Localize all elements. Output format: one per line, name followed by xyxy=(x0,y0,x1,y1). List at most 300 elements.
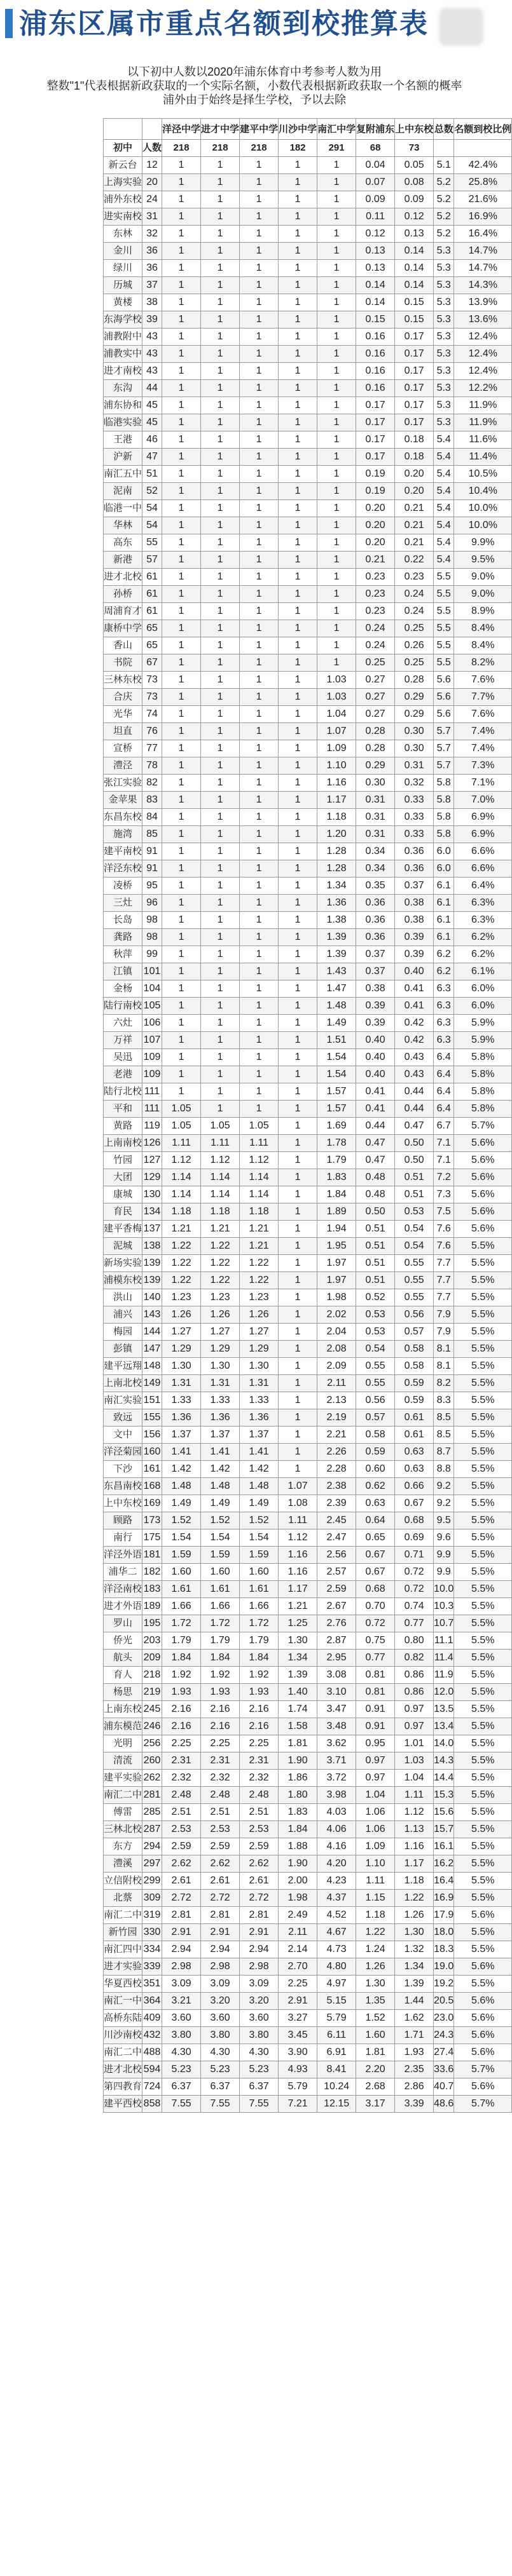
table-row xyxy=(104,1135,512,1152)
table-cell: 0.43 xyxy=(395,1049,434,1066)
header-cell: 川沙中学 xyxy=(279,119,317,140)
table-row xyxy=(104,1529,512,1547)
table-cell: 0.86 xyxy=(395,1667,434,1684)
table-cell: 1 xyxy=(279,294,317,311)
table-cell: 1 xyxy=(162,843,201,860)
table-cell: 1 xyxy=(279,552,317,569)
table-cell: 1 xyxy=(279,569,317,586)
table-cell: 1 xyxy=(279,998,317,1015)
table-cell: 0.58 xyxy=(356,1427,395,1444)
table-cell: 5.5% xyxy=(454,1718,512,1735)
table-cell: 1.83 xyxy=(279,1804,317,1821)
table-cell: 2.61 xyxy=(162,1873,201,1890)
table-cell: 101 xyxy=(142,963,162,980)
table-cell: 1.29 xyxy=(201,1341,240,1358)
table-cell: 8.8 xyxy=(434,1461,454,1478)
table-row xyxy=(104,1186,512,1203)
table-cell: 1 xyxy=(317,226,356,243)
table-cell: 1 xyxy=(201,603,240,620)
table-cell: 1.54 xyxy=(201,1529,240,1547)
table-cell: 31 xyxy=(142,208,162,226)
table-cell: 0.24 xyxy=(356,637,395,654)
table-cell: 5.3 xyxy=(434,397,454,414)
table-cell: 1 xyxy=(201,757,240,775)
school-name-cell: 金苹果 xyxy=(104,792,142,809)
school-name-cell: 东方 xyxy=(104,1838,142,1855)
table-cell: 281 xyxy=(142,1787,162,1804)
table-cell: 0.56 xyxy=(356,1392,395,1409)
table-cell: 1.22 xyxy=(162,1255,201,1272)
header-cell: 上中东校 xyxy=(395,119,434,140)
table-cell: 7.7 xyxy=(434,1289,454,1306)
table-cell: 1.49 xyxy=(162,1495,201,1512)
table-cell: 0.65 xyxy=(356,1529,395,1547)
table-cell: 1 xyxy=(279,397,317,414)
table-cell: 8.2 xyxy=(434,1375,454,1392)
table-cell: 2.98 xyxy=(201,1958,240,1976)
table-cell: 6.4 xyxy=(434,1066,454,1083)
table-cell: 4.03 xyxy=(317,1804,356,1821)
table-cell: 1 xyxy=(279,1221,317,1238)
school-name-cell: 书院 xyxy=(104,654,142,672)
table-cell: 2.31 xyxy=(162,1752,201,1770)
subheader-cell: 291 xyxy=(317,140,356,157)
table-row xyxy=(104,963,512,980)
table-cell: 1 xyxy=(240,500,279,517)
table-cell: 1.97 xyxy=(317,1272,356,1289)
table-cell: 2.94 xyxy=(201,1941,240,1958)
table-cell: 1.18 xyxy=(162,1203,201,1221)
school-name-cell: 黄路 xyxy=(104,1118,142,1135)
table-cell: 1.22 xyxy=(356,1924,395,1941)
table-cell: 0.14 xyxy=(395,260,434,277)
table-cell: 0.58 xyxy=(395,1358,434,1375)
table-cell: 1 xyxy=(279,757,317,775)
table-cell: 0.12 xyxy=(395,208,434,226)
table-cell: 144 xyxy=(142,1324,162,1341)
table-cell: 1 xyxy=(240,809,279,826)
school-name-cell: 浦东协和 xyxy=(104,397,142,414)
table-cell: 285 xyxy=(142,1804,162,1821)
table-cell: 1.14 xyxy=(162,1169,201,1186)
table-cell: 1.72 xyxy=(162,1615,201,1632)
table-cell: 1.84 xyxy=(240,1650,279,1667)
table-cell: 1 xyxy=(240,1083,279,1101)
school-name-cell: 陆行北校 xyxy=(104,1083,142,1101)
school-name-cell: 江镇 xyxy=(104,963,142,980)
table-cell: 9.2 xyxy=(434,1478,454,1495)
table-cell: 160 xyxy=(142,1444,162,1461)
school-name-cell: 东昌南校 xyxy=(104,1478,142,1495)
table-cell: 0.33 xyxy=(395,792,434,809)
table-cell: 1.79 xyxy=(201,1632,240,1650)
table-cell: 1 xyxy=(201,517,240,534)
table-cell: 73 xyxy=(142,672,162,689)
table-cell: 1.61 xyxy=(201,1581,240,1598)
table-cell: 1.15 xyxy=(356,1890,395,1907)
table-cell: 6.0 xyxy=(434,860,454,878)
table-cell: 14.3 xyxy=(434,1752,454,1770)
table-cell: 1 xyxy=(240,603,279,620)
table-cell: 11.9 xyxy=(434,1667,454,1684)
table-cell: 1 xyxy=(240,466,279,483)
table-cell: 0.18 xyxy=(395,431,434,449)
table-row xyxy=(104,1118,512,1135)
table-cell: 1 xyxy=(201,689,240,706)
table-row xyxy=(104,1718,512,1735)
table-cell: 299 xyxy=(142,1873,162,1890)
table-cell: 5.5% xyxy=(454,1873,512,1890)
table-cell: 1.66 xyxy=(201,1598,240,1615)
table-cell: 9.5 xyxy=(434,1512,454,1529)
table-cell: 1.12 xyxy=(201,1152,240,1169)
table-cell: 1.16 xyxy=(395,1838,434,1855)
table-cell: 1 xyxy=(317,552,356,569)
table-cell: 3.60 xyxy=(162,2010,201,2027)
table-cell: 1.61 xyxy=(162,1581,201,1598)
school-name-cell: 上中东校 xyxy=(104,1495,142,1512)
table-cell: 1.16 xyxy=(317,775,356,792)
table-cell: 1.62 xyxy=(395,2010,434,2027)
school-name-cell: 合庆 xyxy=(104,689,142,706)
table-cell: 5.5% xyxy=(454,1581,512,1598)
table-cell: 38 xyxy=(142,294,162,311)
table-cell: 1 xyxy=(201,397,240,414)
table-cell: 0.05 xyxy=(395,157,434,174)
table-row xyxy=(104,809,512,826)
table-cell: 5.8% xyxy=(454,1049,512,1066)
table-cell: 1 xyxy=(279,1152,317,1169)
table-body xyxy=(104,157,512,2113)
table-cell: 1 xyxy=(162,1083,201,1101)
table-cell: 1 xyxy=(317,208,356,226)
table-cell: 1 xyxy=(240,517,279,534)
table-cell: 3.08 xyxy=(317,1667,356,1684)
table-cell: 1.03 xyxy=(317,672,356,689)
table-cell: 43 xyxy=(142,363,162,380)
table-cell: 1 xyxy=(162,740,201,757)
table-cell: 1.49 xyxy=(201,1495,240,1512)
table-cell: 1 xyxy=(201,843,240,860)
table-cell: 1 xyxy=(162,757,201,775)
table-cell: 7.6% xyxy=(454,672,512,689)
table-cell: 7.7% xyxy=(454,689,512,706)
table-cell: 0.86 xyxy=(395,1684,434,1701)
table-row xyxy=(104,912,512,929)
table-cell: 1 xyxy=(279,1083,317,1101)
table-cell: 1.23 xyxy=(201,1289,240,1306)
table-cell: 1 xyxy=(162,1032,201,1049)
table-cell: 1 xyxy=(201,929,240,946)
table-cell: 0.50 xyxy=(395,1152,434,1169)
table-cell: 1 xyxy=(317,431,356,449)
table-row xyxy=(104,569,512,586)
table-row xyxy=(104,2010,512,2027)
table-row xyxy=(104,1958,512,1976)
table-cell: 1 xyxy=(317,397,356,414)
table-cell: 111 xyxy=(142,1083,162,1101)
table-cell: 1 xyxy=(201,329,240,346)
table-cell: 10.0 xyxy=(434,1581,454,1598)
table-cell: 0.55 xyxy=(395,1289,434,1306)
table-cell: 0.15 xyxy=(395,311,434,329)
table-cell: 1.71 xyxy=(395,2027,434,2044)
table-cell: 1 xyxy=(240,380,279,397)
table-cell: 1.18 xyxy=(240,1203,279,1221)
table-cell: 0.23 xyxy=(356,569,395,586)
table-cell: 1.44 xyxy=(395,1993,434,2010)
table-row xyxy=(104,637,512,654)
table-cell: 32 xyxy=(142,226,162,243)
table-cell: 5.9% xyxy=(454,1015,512,1032)
table-cell: 2.72 xyxy=(240,1890,279,1907)
school-name-cell: 清流 xyxy=(104,1752,142,1770)
table-cell: 1 xyxy=(317,363,356,380)
table-cell: 1 xyxy=(240,449,279,466)
table-cell: 330 xyxy=(142,1924,162,1941)
table-cell: 0.51 xyxy=(395,1186,434,1203)
table-cell: 1.35 xyxy=(356,1993,395,2010)
table-cell: 1.60 xyxy=(356,2027,395,2044)
table-row xyxy=(104,775,512,792)
table-cell: 2.02 xyxy=(317,1306,356,1324)
table-cell: 2.32 xyxy=(162,1770,201,1787)
table-cell: 1 xyxy=(317,346,356,363)
table-row xyxy=(104,1358,512,1375)
table-cell: 12 xyxy=(142,157,162,174)
table-cell: 0.48 xyxy=(356,1169,395,1186)
table-row xyxy=(104,1392,512,1409)
table-cell: 0.20 xyxy=(356,517,395,534)
table-cell: 2.16 xyxy=(162,1718,201,1735)
table-cell: 1.03 xyxy=(317,689,356,706)
table-row xyxy=(104,878,512,895)
table-cell: 0.13 xyxy=(356,260,395,277)
table-cell: 5.4 xyxy=(434,517,454,534)
table-cell: 2.61 xyxy=(240,1873,279,1890)
table-cell: 1 xyxy=(201,363,240,380)
table-cell: 1.12 xyxy=(395,1804,434,1821)
table-cell: 0.38 xyxy=(356,980,395,998)
table-row xyxy=(104,1735,512,1752)
table-cell: 0.23 xyxy=(356,586,395,603)
table-cell: 4.97 xyxy=(317,1976,356,1993)
table-cell: 2.51 xyxy=(240,1804,279,1821)
table-cell: 7.1% xyxy=(454,775,512,792)
school-name-cell: 王港 xyxy=(104,431,142,449)
table-cell: 488 xyxy=(142,2044,162,2061)
table-cell: 169 xyxy=(142,1495,162,1512)
table-cell: 10.4% xyxy=(454,483,512,500)
table-cell: 3.47 xyxy=(317,1701,356,1718)
table-cell: 13.6% xyxy=(454,311,512,329)
table-cell: 0.59 xyxy=(395,1375,434,1392)
table-cell: 1.54 xyxy=(317,1066,356,1083)
table-cell: 1.13 xyxy=(395,1821,434,1838)
table-cell: 1.26 xyxy=(162,1306,201,1324)
table-cell: 0.57 xyxy=(356,1409,395,1427)
table-cell: 1 xyxy=(162,637,201,654)
table-cell: 5.3 xyxy=(434,277,454,294)
table-cell: 1 xyxy=(240,174,279,191)
school-name-cell: 高桥东陆 xyxy=(104,2010,142,2027)
table-cell: 1 xyxy=(279,1118,317,1135)
table-cell: 1.66 xyxy=(240,1598,279,1615)
table-cell: 0.72 xyxy=(356,1615,395,1632)
school-name-cell: 大团 xyxy=(104,1169,142,1186)
table-cell: 1.60 xyxy=(162,1564,201,1581)
table-cell: 0.14 xyxy=(356,277,395,294)
table-cell: 1 xyxy=(162,1015,201,1032)
table-cell: 6.1 xyxy=(434,878,454,895)
table-cell: 1 xyxy=(162,895,201,912)
table-cell: 5.5% xyxy=(454,1409,512,1427)
table-cell: 1 xyxy=(162,157,201,174)
table-cell: 1 xyxy=(279,1032,317,1049)
table-cell: 1.61 xyxy=(240,1581,279,1598)
table-cell: 4.52 xyxy=(317,1907,356,1924)
table-cell: 7.55 xyxy=(240,2096,279,2113)
table-cell: 0.35 xyxy=(356,878,395,895)
table-cell: 5.5% xyxy=(454,1529,512,1547)
table-cell: 98 xyxy=(142,912,162,929)
table-cell: 1.25 xyxy=(279,1615,317,1632)
school-name-cell: 泥南 xyxy=(104,483,142,500)
table-cell: 1 xyxy=(201,963,240,980)
table-cell: 0.51 xyxy=(356,1238,395,1255)
table-cell: 2.48 xyxy=(162,1787,201,1804)
table-cell: 11.4% xyxy=(454,449,512,466)
table-cell: 1.57 xyxy=(317,1101,356,1118)
table-cell: 1 xyxy=(201,775,240,792)
school-name-cell: 康桥中学 xyxy=(104,620,142,637)
table-cell: 85 xyxy=(142,826,162,843)
school-name-cell: 金川 xyxy=(104,243,142,260)
table-cell: 1 xyxy=(201,1032,240,1049)
table-cell: 0.55 xyxy=(356,1358,395,1375)
table-cell: 1 xyxy=(240,1049,279,1066)
table-cell: 7.4% xyxy=(454,740,512,757)
table-cell: 1 xyxy=(279,706,317,723)
school-name-cell: 香山 xyxy=(104,637,142,654)
table-cell: 2.25 xyxy=(279,1976,317,1993)
table-cell: 3.27 xyxy=(279,2010,317,2027)
table-cell: 5.6% xyxy=(454,1221,512,1238)
table-cell: 2.11 xyxy=(279,1924,317,1941)
table-cell: 5.7% xyxy=(454,2096,512,2113)
table-cell: 3.09 xyxy=(240,1976,279,1993)
table-cell: 19.0 xyxy=(434,1958,454,1976)
table-cell: 5.2 xyxy=(434,174,454,191)
table-cell: 1 xyxy=(240,706,279,723)
table-cell: 8.2% xyxy=(454,654,512,672)
table-cell: 1.11 xyxy=(162,1135,201,1152)
table-cell: 5.15 xyxy=(317,1993,356,2010)
table-cell: 1 xyxy=(279,534,317,552)
table-cell: 6.4% xyxy=(454,878,512,895)
intro-line: 以下初中人数以2020年浦东体育中考参考人数为用 xyxy=(127,65,382,78)
table-row xyxy=(104,998,512,1015)
table-cell: 0.20 xyxy=(356,500,395,517)
table-cell: 2.76 xyxy=(317,1615,356,1632)
table-cell: 1 xyxy=(240,534,279,552)
table-row xyxy=(104,1289,512,1306)
table-cell: 0.50 xyxy=(356,1203,395,1221)
table-cell: 139 xyxy=(142,1272,162,1289)
table-cell: 1 xyxy=(279,1169,317,1186)
table-cell: 5.5% xyxy=(454,1632,512,1650)
table-row xyxy=(104,466,512,483)
table-cell: 1.89 xyxy=(317,1203,356,1221)
table-cell: 2.53 xyxy=(201,1821,240,1838)
table-cell: 0.31 xyxy=(356,792,395,809)
table-cell: 98 xyxy=(142,929,162,946)
table-cell: 7.4% xyxy=(454,723,512,740)
table-cell: 1 xyxy=(240,1032,279,1049)
table-cell: 0.37 xyxy=(356,946,395,963)
table-cell: 1 xyxy=(162,294,201,311)
school-name-cell: 文中 xyxy=(104,1427,142,1444)
table-cell: 1 xyxy=(279,1272,317,1289)
table-row xyxy=(104,1924,512,1941)
subheader-cell xyxy=(454,140,512,157)
table-cell: 0.17 xyxy=(356,397,395,414)
table-cell: 219 xyxy=(142,1684,162,1701)
table-cell: 0.31 xyxy=(356,826,395,843)
table-cell: 1.43 xyxy=(317,963,356,980)
table-cell: 2.28 xyxy=(317,1461,356,1478)
table-cell: 2.31 xyxy=(240,1752,279,1770)
table-row xyxy=(104,2078,512,2096)
table-cell: 0.60 xyxy=(356,1461,395,1478)
table-cell: 6.1 xyxy=(434,912,454,929)
table-cell: 2.16 xyxy=(162,1701,201,1718)
table-cell: 1 xyxy=(240,260,279,277)
quota-table xyxy=(103,118,512,2113)
table-cell: 5.6 xyxy=(434,689,454,706)
table-cell: 1.60 xyxy=(240,1564,279,1581)
table-cell: 10.0% xyxy=(454,517,512,534)
table-row xyxy=(104,1461,512,1478)
school-name-cell: 进才北校 xyxy=(104,569,142,586)
table-cell: 1.18 xyxy=(395,1873,434,1890)
table-cell: 52 xyxy=(142,483,162,500)
watermark-blur xyxy=(439,8,483,46)
table-cell: 0.34 xyxy=(356,843,395,860)
table-cell: 5.8 xyxy=(434,809,454,826)
table-cell: 0.39 xyxy=(356,998,395,1015)
table-cell: 1 xyxy=(279,1203,317,1221)
table-cell: 1.74 xyxy=(279,1701,317,1718)
table-cell: 0.53 xyxy=(356,1324,395,1341)
table-row xyxy=(104,980,512,998)
table-cell: 0.63 xyxy=(356,1495,395,1512)
table-cell: 1 xyxy=(162,191,201,208)
table-cell: 1 xyxy=(279,980,317,998)
table-cell: 1 xyxy=(279,740,317,757)
table-cell: 11.1 xyxy=(434,1632,454,1650)
table-cell: 25.8% xyxy=(454,174,512,191)
table-cell: 1 xyxy=(317,277,356,294)
table-cell: 16.2 xyxy=(434,1855,454,1873)
table-cell: 2.72 xyxy=(162,1890,201,1907)
table-cell: 1 xyxy=(240,431,279,449)
table-row xyxy=(104,1752,512,1770)
table-cell: 2.14 xyxy=(279,1941,317,1958)
subheader-cell: 人数 xyxy=(142,140,162,157)
table-cell: 8.1 xyxy=(434,1341,454,1358)
table-cell: 9.9 xyxy=(434,1547,454,1564)
